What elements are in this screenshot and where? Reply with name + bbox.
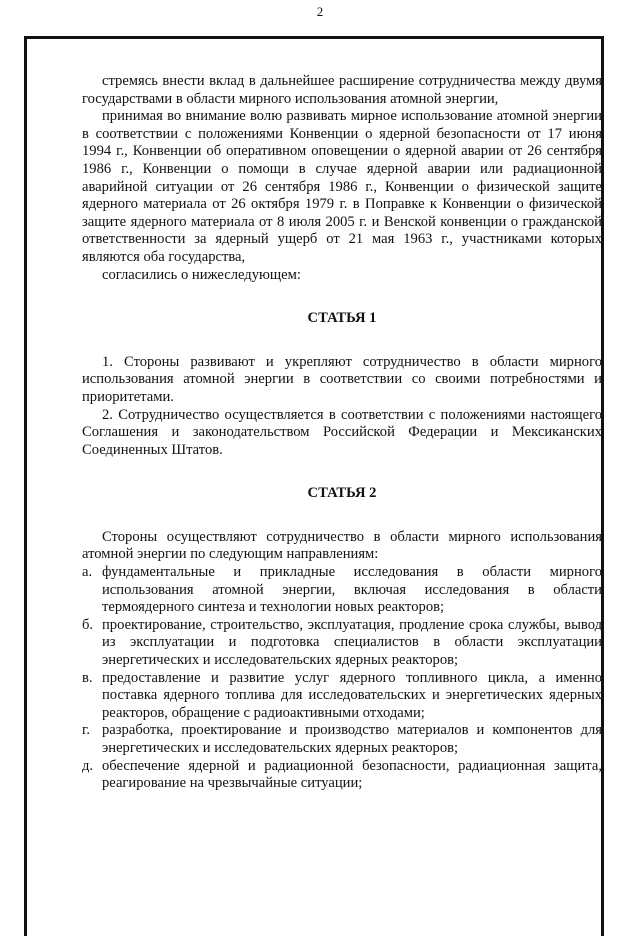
document-body [82,73,602,793]
preamble-paragraph: стремясь внести вклад в дальнейшее расширение сотрудничества между двумя государствами в области мирного использования атомной энергии, [82,73,602,107]
preamble-paragraph: согласились о нижеследующем: [102,266,301,283]
list-item-marker: а. [82,564,93,581]
list-item-text: проектирование, строительство, эксплуатация, продление срока службы, вывод из эксплуатации и подготовка специалистов в области эксплуатации энергетических и исследовательских ядерных реакторов; [102,616,602,669]
list-item [82,758,602,793]
list-item-marker: в. [82,669,93,686]
article-1-paragraph: 1. Стороны развивают и укрепляют сотрудничество в области мирного использования атомной энергии в соответствии со своими потребностями и приоритетами. [82,353,602,405]
list-item-text: предоставление и развитие услуг ядерного топливного цикла, а именно поставка ядерного топлива для исследовательских и энергетических ядерных реакторов, обращение с радиоактивными отходами; [102,669,602,721]
list-item-marker: б. [82,616,94,633]
list-item-text: разработка, проектирование и производство материалов и компонентов для энергетических и исследовательских ядерных реакторов; [102,722,602,756]
preamble-paragraph: принимая во внимание волю развивать мирное использование атомной энергии в соответствии с положениями Конвенции о ядерной безопасности от 17 июня 1994 г., Конвенции об оперативном оповещении о ядерной аварии от 26 сентября 1986 г., Конвенции о помощи в случае ядерной аварии или радиационной аварийной ситуации от 26 сентября 1986 г., Конвенции о физической защите ядерного материала от 26 октября 1979 г. в Поправке к Конвенции о физической защите ядерного материала от 8 июля 2005 г. и Венской конвенции о гражданской ответственности за ядерный ущерб от 21 мая 1963 г., участниками которых являются оба государства, [82,108,602,265]
article-1-paragraph: 2. Сотрудничество осуществляется в соответствии с положениями настоящего Соглашения и законодательством Российской Федерации и Мексиканских Соединенных Штатов. [82,406,602,458]
list-item-marker: г. [82,722,90,739]
list-item [82,564,602,617]
list-item [82,722,602,757]
article-2-title: СТАТЬЯ 2 [307,485,377,502]
page-number: 2 [316,4,324,19]
list-item-marker: д. [82,757,94,774]
article-2-intro: Стороны осуществляют сотрудничество в области мирного использования атомной энергии по следующим направлениям: [82,528,602,563]
article-1-title: СТАТЬЯ 1 [307,310,377,327]
article-2-list [82,564,602,793]
list-item [82,670,602,723]
list-item-text: обеспечение ядерной и радиационной безопасности, радиационная защита, реагирование на чрезвычайные ситуации; [102,757,602,792]
list-item [82,617,602,670]
list-item-text: фундаментальные и прикладные исследования в области мирного использования атомной энергии, включая исследования в области термоядерного синтеза и технологии новых реакторов; [102,564,602,616]
